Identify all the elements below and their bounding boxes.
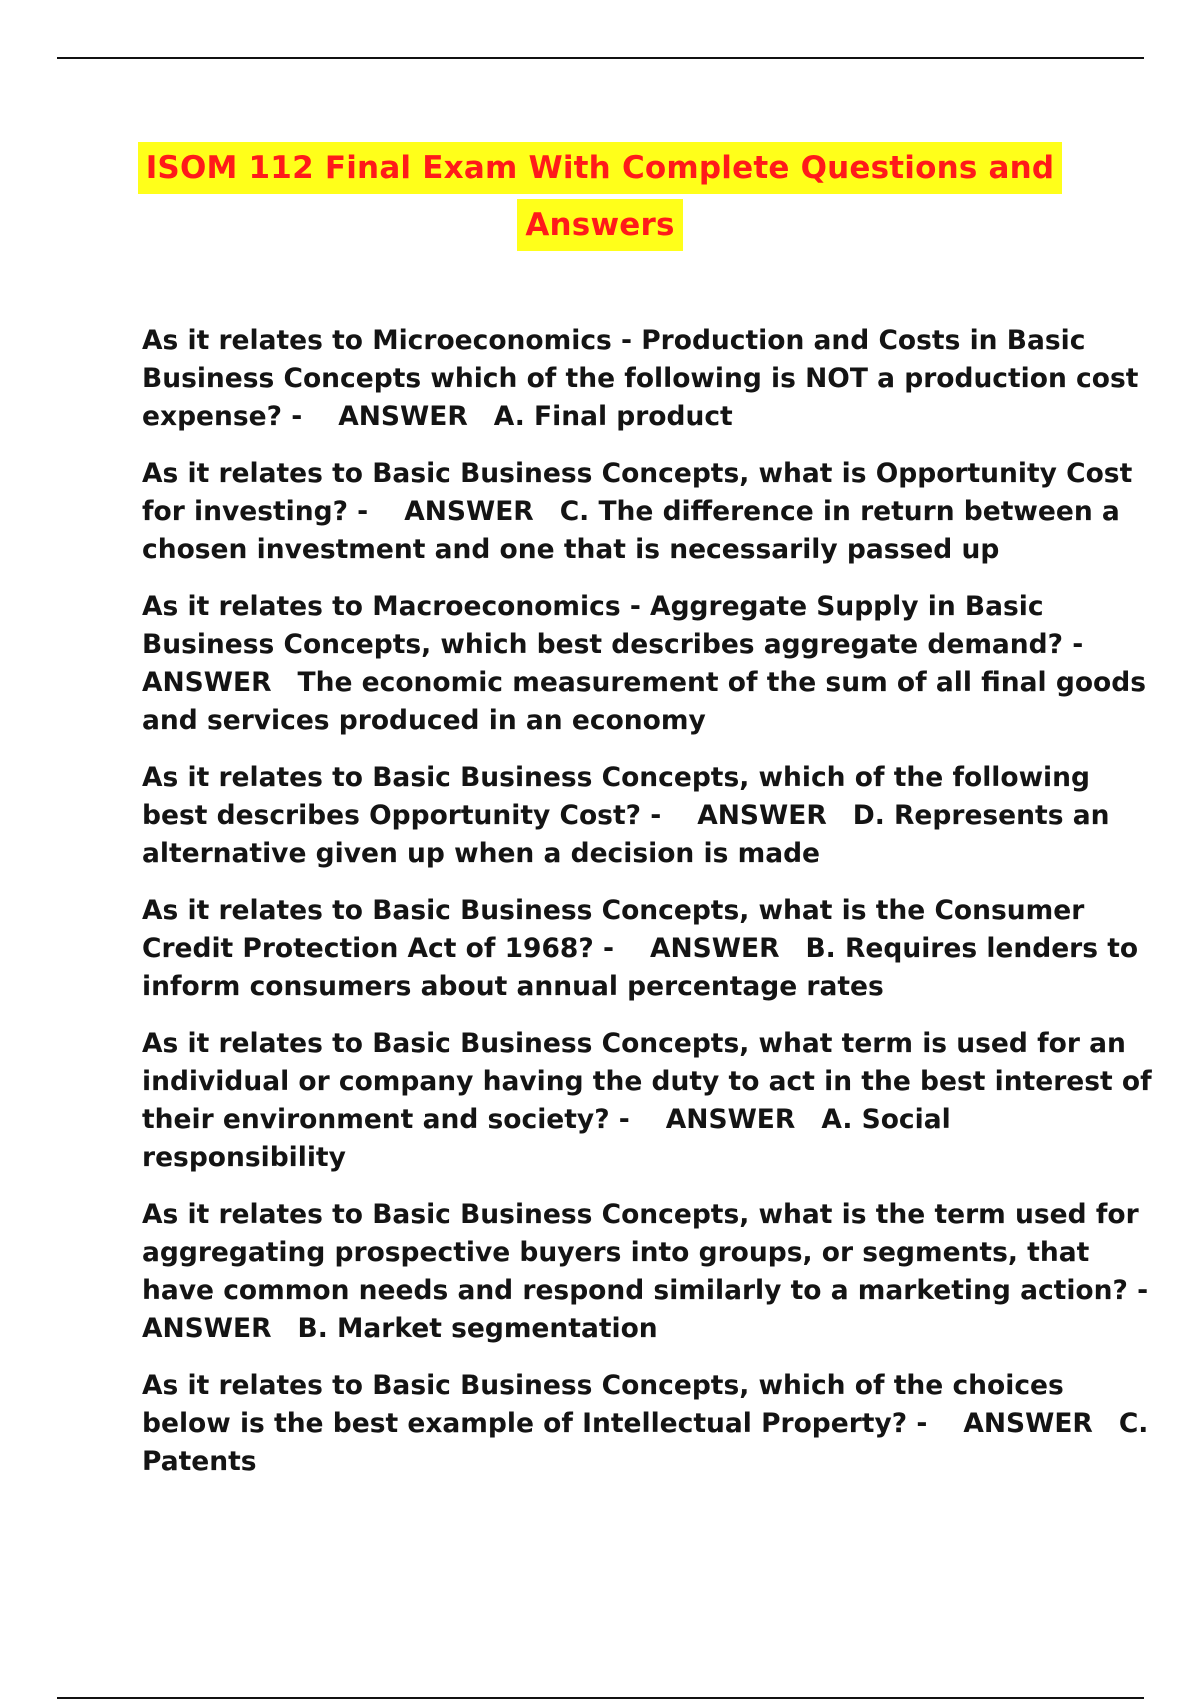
answer-label: ANSWER	[963, 1408, 1093, 1439]
question-text: As it relates to Basic Business Concepts, what is the term used for aggregating prospective buyers into groups, or segments, that have common needs and respond similarly to a marketing action? -	[142, 1199, 1149, 1306]
qa-list	[142, 322, 1152, 1500]
qa-item	[142, 759, 1152, 873]
title-line-1: ISOM 112 Final Exam With Complete Questions and	[138, 142, 1063, 194]
question-text: As it relates to Microeconomics - Production and Costs in Basic Business Concepts which of the following is NOT a production cost expense? -	[142, 325, 1139, 432]
question-text: As it relates to Basic Business Concepts, which of the choices below is the best example of Intellectual Property? -	[142, 1370, 1064, 1439]
answer-text: C. Patents	[142, 1408, 1149, 1477]
question-text: As it relates to Basic Business Concepts, what is the Consumer Credit Protection Act of 1968? -	[142, 895, 1085, 964]
answer-label: ANSWER	[665, 1104, 796, 1135]
answer-label: ANSWER	[338, 401, 468, 432]
answer-text: D. Represents an alternative given up when a decision is made	[142, 800, 1110, 869]
answer-label: ANSWER	[142, 1313, 272, 1344]
answer-label: ANSWER	[142, 667, 272, 698]
answer-text: B. Requires lenders to inform consumers about annual percentage rates	[142, 933, 1139, 1002]
answer-label: ANSWER	[697, 800, 827, 831]
qa-item	[142, 322, 1152, 436]
qa-item	[142, 892, 1152, 1006]
qa-item	[142, 1025, 1152, 1177]
qa-item	[142, 1367, 1152, 1481]
answer-label: ANSWER	[404, 496, 534, 527]
title-line-2: Answers	[517, 199, 682, 251]
answer-text: The economic measurement of the sum of all final goods and services produced in an economy	[142, 667, 1146, 736]
header-rule	[57, 57, 1144, 59]
answer-text: A. Social responsibility	[142, 1104, 951, 1173]
qa-item	[142, 588, 1152, 740]
qa-item	[142, 455, 1152, 569]
qa-item	[142, 1196, 1152, 1348]
question-text: As it relates to Macroeconomics - Aggregate Supply in Basic Business Concepts, which best describes aggregate demand? -	[142, 591, 1084, 660]
answer-label: ANSWER	[649, 933, 780, 964]
answer-text: A. Final product	[493, 401, 733, 432]
answer-text: C. The difference in return between a chosen investment and one that is necessarily passed up	[142, 496, 1120, 565]
question-text: As it relates to Basic Business Concepts, what is Opportunity Cost for investing? -	[142, 458, 1133, 527]
answer-text: B. Market segmentation	[297, 1313, 658, 1344]
footer-rule	[57, 1697, 1144, 1699]
question-text: As it relates to Basic Business Concepts, what term is used for an individual or company having the duty to act in the best interest of their environment and society? -	[142, 1028, 1152, 1135]
document-title	[0, 142, 1200, 256]
question-text: As it relates to Basic Business Concepts, which of the following best describes Opportunity Cost? -	[142, 762, 1090, 831]
